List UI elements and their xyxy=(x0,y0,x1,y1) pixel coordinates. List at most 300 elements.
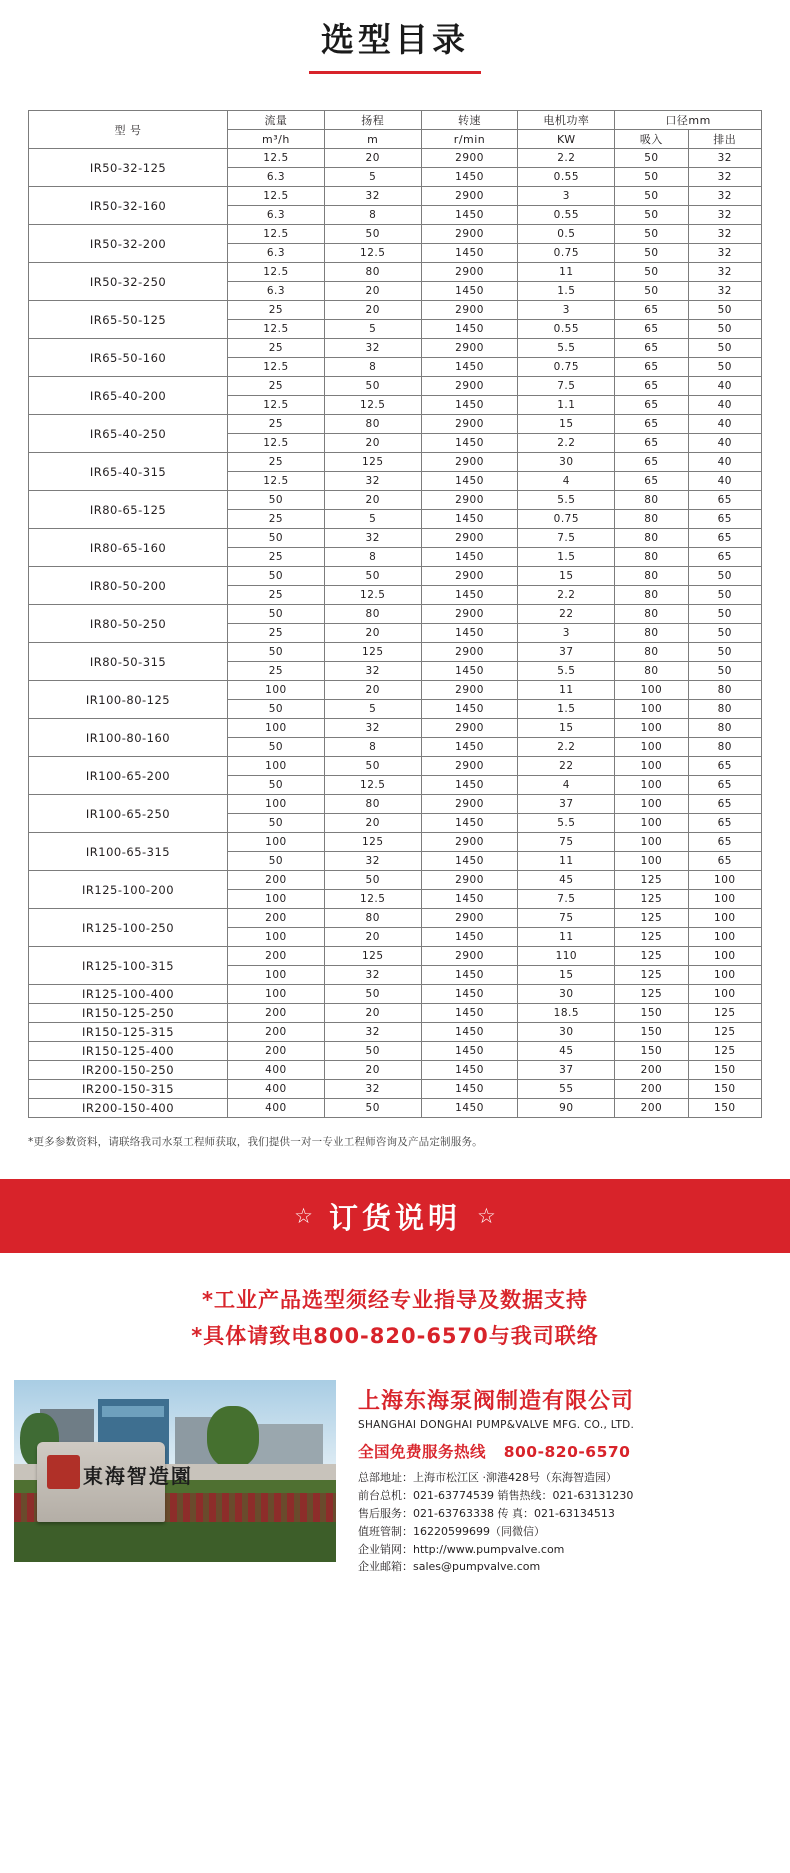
table-cell-outlet: 65 xyxy=(688,833,761,852)
table-row xyxy=(29,491,762,510)
company-emblem-icon xyxy=(47,1455,80,1489)
order-instructions xyxy=(0,1253,790,1380)
table-cell-power: 37 xyxy=(518,1061,615,1080)
table-cell-outlet: 65 xyxy=(688,776,761,795)
table-cell-speed: 2900 xyxy=(421,795,518,814)
table-note: *更多参数资料，请联络我司水泵工程师获取，我们提供一对一专业工程师咨询及产品定制服务。 xyxy=(28,1136,483,1148)
table-cell-model: IR125-100-400 xyxy=(29,985,228,1004)
table-cell-flow: 25 xyxy=(228,339,325,358)
table-cell-head: 20 xyxy=(324,282,421,301)
table-cell-flow: 50 xyxy=(228,700,325,719)
table-row xyxy=(29,643,762,662)
table-row xyxy=(29,1099,762,1118)
table-cell-inlet: 80 xyxy=(615,567,688,586)
table-cell-head: 50 xyxy=(324,567,421,586)
table-row xyxy=(29,263,762,282)
table-cell-outlet: 50 xyxy=(688,301,761,320)
spec-table-body xyxy=(29,149,762,1118)
table-cell-model: IR65-40-315 xyxy=(29,453,228,491)
table-cell-outlet: 50 xyxy=(688,567,761,586)
table-cell-flow: 25 xyxy=(228,510,325,529)
table-cell-outlet: 100 xyxy=(688,909,761,928)
table-cell-outlet: 80 xyxy=(688,681,761,700)
table-row xyxy=(29,605,762,624)
table-cell-outlet: 65 xyxy=(688,491,761,510)
table-cell-flow: 12.5 xyxy=(228,225,325,244)
table-cell-model: IR150-125-315 xyxy=(29,1023,228,1042)
table-cell-power: 22 xyxy=(518,605,615,624)
table-cell-outlet: 40 xyxy=(688,396,761,415)
table-cell-outlet: 80 xyxy=(688,719,761,738)
table-cell-inlet: 150 xyxy=(615,1004,688,1023)
table-cell-inlet: 65 xyxy=(615,339,688,358)
table-cell-outlet: 150 xyxy=(688,1080,761,1099)
table-cell-model: IR80-65-125 xyxy=(29,491,228,529)
table-cell-flow: 25 xyxy=(228,586,325,605)
table-cell-speed: 1450 xyxy=(421,586,518,605)
table-cell-outlet: 50 xyxy=(688,624,761,643)
table-cell-outlet: 50 xyxy=(688,339,761,358)
photo-entrance-stone xyxy=(37,1442,193,1522)
th-unit-inlet: 吸入 xyxy=(615,130,688,149)
table-cell-power: 7.5 xyxy=(518,890,615,909)
table-cell-flow: 100 xyxy=(228,795,325,814)
table-cell-flow: 200 xyxy=(228,909,325,928)
photo-tree-2 xyxy=(207,1406,259,1468)
table-row xyxy=(29,795,762,814)
th-diameter: 口径mm xyxy=(615,111,762,130)
table-cell-inlet: 65 xyxy=(615,396,688,415)
table-cell-head: 20 xyxy=(324,491,421,510)
table-cell-outlet: 32 xyxy=(688,206,761,225)
star-icon-right: ☆ xyxy=(477,1203,496,1228)
page-title-block xyxy=(0,0,790,74)
table-cell-outlet: 50 xyxy=(688,358,761,377)
table-cell-outlet: 100 xyxy=(688,985,761,1004)
table-row xyxy=(29,149,762,168)
table-cell-inlet: 100 xyxy=(615,700,688,719)
table-cell-outlet: 100 xyxy=(688,928,761,947)
table-cell-flow: 100 xyxy=(228,928,325,947)
table-cell-outlet: 80 xyxy=(688,700,761,719)
table-cell-speed: 2900 xyxy=(421,947,518,966)
table-cell-speed: 1450 xyxy=(421,510,518,529)
order-instruction-line-2: *具体请致电800-820-6570与我司联络 xyxy=(191,1323,599,1348)
spec-table-wrapper xyxy=(0,74,790,1118)
table-row xyxy=(29,681,762,700)
table-cell-power: 18.5 xyxy=(518,1004,615,1023)
table-cell-speed: 1450 xyxy=(421,966,518,985)
table-cell-speed: 1450 xyxy=(421,852,518,871)
table-cell-model: IR125-100-200 xyxy=(29,871,228,909)
table-cell-inlet: 65 xyxy=(615,358,688,377)
table-cell-speed: 1450 xyxy=(421,1080,518,1099)
table-cell-inlet: 80 xyxy=(615,491,688,510)
th-head: 扬程 xyxy=(324,111,421,130)
contact-line-6: 企业邮箱：sales@pumpvalve.com xyxy=(358,1560,541,1574)
table-cell-model: IR65-50-125 xyxy=(29,301,228,339)
table-cell-head: 125 xyxy=(324,833,421,852)
table-cell-outlet: 50 xyxy=(688,605,761,624)
table-cell-model: IR200-150-250 xyxy=(29,1061,228,1080)
table-cell-outlet: 32 xyxy=(688,263,761,282)
table-cell-speed: 2900 xyxy=(421,453,518,472)
table-cell-power: 30 xyxy=(518,1023,615,1042)
contact-line-3: 售后服务：021-63763338 传 真：021-63134513 xyxy=(358,1507,615,1520)
spec-table-head xyxy=(29,111,762,149)
table-cell-outlet: 100 xyxy=(688,966,761,985)
table-cell-head: 125 xyxy=(324,643,421,662)
table-cell-flow: 200 xyxy=(228,947,325,966)
table-cell-head: 32 xyxy=(324,187,421,206)
table-cell-speed: 2900 xyxy=(421,225,518,244)
table-cell-power: 75 xyxy=(518,833,615,852)
table-cell-speed: 1450 xyxy=(421,472,518,491)
table-cell-power: 75 xyxy=(518,909,615,928)
table-cell-flow: 50 xyxy=(228,738,325,757)
table-cell-flow: 200 xyxy=(228,1023,325,1042)
table-cell-power: 15 xyxy=(518,567,615,586)
table-cell-head: 50 xyxy=(324,377,421,396)
table-cell-flow: 50 xyxy=(228,814,325,833)
table-cell-inlet: 100 xyxy=(615,757,688,776)
table-row xyxy=(29,719,762,738)
table-cell-model: IR150-125-250 xyxy=(29,1004,228,1023)
table-cell-outlet: 65 xyxy=(688,814,761,833)
table-cell-outlet: 100 xyxy=(688,871,761,890)
table-cell-head: 12.5 xyxy=(324,396,421,415)
table-cell-speed: 1450 xyxy=(421,1023,518,1042)
table-cell-flow: 12.5 xyxy=(228,396,325,415)
spec-table xyxy=(28,110,762,1118)
contact-line-2: 前台总机：021-63774539 销售热线：021-63131230 xyxy=(358,1489,634,1503)
table-cell-inlet: 125 xyxy=(615,985,688,1004)
table-cell-inlet: 50 xyxy=(615,244,688,263)
table-cell-head: 125 xyxy=(324,947,421,966)
table-cell-inlet: 80 xyxy=(615,529,688,548)
table-cell-flow: 12.5 xyxy=(228,358,325,377)
table-cell-model: IR50-32-250 xyxy=(29,263,228,301)
table-cell-speed: 2900 xyxy=(421,681,518,700)
table-cell-speed: 1450 xyxy=(421,1004,518,1023)
table-cell-outlet: 65 xyxy=(688,852,761,871)
table-cell-inlet: 125 xyxy=(615,909,688,928)
th-unit-flow: m³/h xyxy=(228,130,325,149)
table-cell-inlet: 100 xyxy=(615,833,688,852)
table-cell-flow: 200 xyxy=(228,871,325,890)
table-cell-speed: 1450 xyxy=(421,928,518,947)
table-cell-model: IR100-65-315 xyxy=(29,833,228,871)
table-cell-power: 5.5 xyxy=(518,491,615,510)
table-cell-inlet: 100 xyxy=(615,719,688,738)
table-cell-inlet: 80 xyxy=(615,510,688,529)
table-cell-power: 11 xyxy=(518,263,615,282)
table-cell-head: 80 xyxy=(324,909,421,928)
table-cell-model: IR50-32-200 xyxy=(29,225,228,263)
table-cell-outlet: 50 xyxy=(688,320,761,339)
th-flow: 流量 xyxy=(228,111,325,130)
contact-line-5: 企业销网：http://www.pumpvalve.com xyxy=(358,1542,565,1556)
table-cell-speed: 1450 xyxy=(421,776,518,795)
table-cell-flow: 6.3 xyxy=(228,282,325,301)
table-cell-head: 50 xyxy=(324,871,421,890)
table-cell-head: 32 xyxy=(324,472,421,491)
table-cell-power: 3 xyxy=(518,624,615,643)
table-cell-model: IR100-80-160 xyxy=(29,719,228,757)
table-cell-flow: 100 xyxy=(228,757,325,776)
th-unit-power: KW xyxy=(518,130,615,149)
table-cell-outlet: 32 xyxy=(688,149,761,168)
table-cell-power: 0.5 xyxy=(518,225,615,244)
table-cell-power: 37 xyxy=(518,795,615,814)
table-cell-flow: 100 xyxy=(228,833,325,852)
table-cell-head: 32 xyxy=(324,966,421,985)
table-cell-model: IR50-32-125 xyxy=(29,149,228,187)
footer xyxy=(0,1380,790,1600)
table-cell-speed: 2900 xyxy=(421,339,518,358)
table-cell-speed: 2900 xyxy=(421,833,518,852)
table-cell-speed: 1450 xyxy=(421,1061,518,1080)
table-cell-head: 32 xyxy=(324,852,421,871)
table-cell-power: 0.75 xyxy=(518,244,615,263)
table-cell-flow: 12.5 xyxy=(228,472,325,491)
table-cell-speed: 1450 xyxy=(421,1042,518,1061)
table-cell-inlet: 65 xyxy=(615,453,688,472)
table-cell-flow: 12.5 xyxy=(228,320,325,339)
table-cell-power: 2.2 xyxy=(518,586,615,605)
table-row xyxy=(29,339,762,358)
table-cell-head: 32 xyxy=(324,719,421,738)
table-row xyxy=(29,757,762,776)
table-cell-inlet: 50 xyxy=(615,149,688,168)
table-cell-power: 11 xyxy=(518,928,615,947)
table-row xyxy=(29,225,762,244)
table-cell-head: 20 xyxy=(324,1004,421,1023)
table-cell-outlet: 65 xyxy=(688,757,761,776)
table-cell-power: 37 xyxy=(518,643,615,662)
table-row xyxy=(29,871,762,890)
table-cell-inlet: 50 xyxy=(615,263,688,282)
page-title: 选型目录 xyxy=(321,20,469,59)
table-cell-power: 0.55 xyxy=(518,320,615,339)
table-cell-flow: 400 xyxy=(228,1080,325,1099)
table-cell-inlet: 50 xyxy=(615,187,688,206)
photo-stone-text: 東海智造園 xyxy=(82,1463,193,1488)
table-cell-inlet: 125 xyxy=(615,966,688,985)
table-cell-inlet: 65 xyxy=(615,301,688,320)
table-cell-inlet: 65 xyxy=(615,415,688,434)
table-cell-outlet: 65 xyxy=(688,548,761,567)
table-cell-flow: 12.5 xyxy=(228,187,325,206)
table-cell-outlet: 32 xyxy=(688,168,761,187)
th-speed: 转速 xyxy=(421,111,518,130)
table-cell-flow: 25 xyxy=(228,415,325,434)
table-cell-power: 15 xyxy=(518,415,615,434)
table-cell-power: 2.2 xyxy=(518,434,615,453)
table-cell-inlet: 200 xyxy=(615,1061,688,1080)
hotline-number[interactable]: 800-820-6570 xyxy=(503,1443,631,1462)
table-cell-head: 125 xyxy=(324,453,421,472)
table-cell-model: IR200-150-315 xyxy=(29,1080,228,1099)
company-info xyxy=(336,1380,634,1576)
table-cell-flow: 400 xyxy=(228,1061,325,1080)
table-cell-flow: 100 xyxy=(228,719,325,738)
table-cell-inlet: 100 xyxy=(615,776,688,795)
table-cell-power: 11 xyxy=(518,681,615,700)
table-cell-outlet: 50 xyxy=(688,662,761,681)
table-cell-head: 50 xyxy=(324,757,421,776)
company-hotline xyxy=(358,1440,634,1462)
table-cell-model: IR125-100-315 xyxy=(29,947,228,985)
table-cell-head: 32 xyxy=(324,1080,421,1099)
table-cell-speed: 1450 xyxy=(421,738,518,757)
table-cell-inlet: 150 xyxy=(615,1042,688,1061)
table-cell-inlet: 50 xyxy=(615,168,688,187)
table-cell-inlet: 50 xyxy=(615,282,688,301)
table-cell-head: 20 xyxy=(324,434,421,453)
table-cell-head: 8 xyxy=(324,358,421,377)
table-cell-flow: 50 xyxy=(228,605,325,624)
order-banner-inner xyxy=(294,1196,496,1237)
table-cell-model: IR100-65-250 xyxy=(29,795,228,833)
table-cell-head: 20 xyxy=(324,1061,421,1080)
table-cell-speed: 2900 xyxy=(421,377,518,396)
table-cell-flow: 12.5 xyxy=(228,434,325,453)
table-cell-power: 2.2 xyxy=(518,738,615,757)
contact-line-4: 值班管制：16220599699（同微信） xyxy=(358,1524,545,1538)
table-cell-flow: 25 xyxy=(228,377,325,396)
table-cell-flow: 200 xyxy=(228,1004,325,1023)
table-cell-inlet: 65 xyxy=(615,434,688,453)
table-row xyxy=(29,415,762,434)
table-cell-power: 1.5 xyxy=(518,282,615,301)
table-cell-head: 20 xyxy=(324,149,421,168)
table-cell-model: IR100-65-200 xyxy=(29,757,228,795)
table-cell-flow: 25 xyxy=(228,548,325,567)
table-row xyxy=(29,833,762,852)
table-cell-power: 5.5 xyxy=(518,662,615,681)
table-row xyxy=(29,187,762,206)
table-cell-flow: 50 xyxy=(228,852,325,871)
table-cell-flow: 100 xyxy=(228,681,325,700)
table-cell-outlet: 32 xyxy=(688,225,761,244)
table-cell-head: 8 xyxy=(324,738,421,757)
table-cell-model: IR200-150-400 xyxy=(29,1099,228,1118)
table-cell-speed: 1450 xyxy=(421,662,518,681)
table-cell-power: 3 xyxy=(518,301,615,320)
table-cell-model: IR80-65-160 xyxy=(29,529,228,567)
table-cell-speed: 2900 xyxy=(421,605,518,624)
table-cell-flow: 12.5 xyxy=(228,149,325,168)
table-cell-speed: 2900 xyxy=(421,909,518,928)
table-cell-speed: 1450 xyxy=(421,1099,518,1118)
table-cell-speed: 1450 xyxy=(421,358,518,377)
table-cell-speed: 2900 xyxy=(421,529,518,548)
table-cell-model: IR125-100-250 xyxy=(29,909,228,947)
table-cell-model: IR50-32-160 xyxy=(29,187,228,225)
th-model: 型 号 xyxy=(29,111,228,149)
table-cell-inlet: 200 xyxy=(615,1099,688,1118)
table-cell-power: 2.2 xyxy=(518,149,615,168)
table-cell-head: 80 xyxy=(324,263,421,282)
table-cell-power: 3 xyxy=(518,187,615,206)
table-cell-speed: 2900 xyxy=(421,301,518,320)
table-cell-inlet: 100 xyxy=(615,795,688,814)
table-cell-head: 50 xyxy=(324,1099,421,1118)
header-row-names xyxy=(29,111,762,130)
table-cell-speed: 2900 xyxy=(421,491,518,510)
table-cell-flow: 12.5 xyxy=(228,263,325,282)
table-cell-flow: 25 xyxy=(228,662,325,681)
table-cell-head: 50 xyxy=(324,1042,421,1061)
table-cell-head: 20 xyxy=(324,301,421,320)
table-cell-outlet: 65 xyxy=(688,529,761,548)
table-cell-speed: 2900 xyxy=(421,871,518,890)
table-cell-inlet: 100 xyxy=(615,681,688,700)
table-cell-power: 1.5 xyxy=(518,700,615,719)
table-cell-head: 8 xyxy=(324,206,421,225)
th-unit-speed: r/min xyxy=(421,130,518,149)
table-cell-power: 11 xyxy=(518,852,615,871)
table-cell-flow: 6.3 xyxy=(228,244,325,263)
table-cell-speed: 2900 xyxy=(421,187,518,206)
table-cell-model: IR80-50-200 xyxy=(29,567,228,605)
table-cell-power: 5.5 xyxy=(518,814,615,833)
table-cell-speed: 2900 xyxy=(421,643,518,662)
star-icon-left: ☆ xyxy=(294,1203,313,1228)
photo-hedge xyxy=(14,1522,336,1562)
table-cell-inlet: 125 xyxy=(615,928,688,947)
table-cell-head: 20 xyxy=(324,928,421,947)
table-cell-inlet: 65 xyxy=(615,320,688,339)
table-cell-power: 45 xyxy=(518,871,615,890)
table-cell-speed: 1450 xyxy=(421,434,518,453)
table-cell-inlet: 80 xyxy=(615,586,688,605)
table-cell-head: 32 xyxy=(324,339,421,358)
table-cell-outlet: 100 xyxy=(688,947,761,966)
table-cell-flow: 400 xyxy=(228,1099,325,1118)
table-cell-flow: 6.3 xyxy=(228,206,325,225)
table-cell-flow: 50 xyxy=(228,529,325,548)
table-cell-flow: 50 xyxy=(228,567,325,586)
order-instruction-line-1: *工业产品选型须经专业指导及数据支持 xyxy=(202,1288,588,1312)
table-cell-power: 30 xyxy=(518,985,615,1004)
table-cell-power: 15 xyxy=(518,966,615,985)
table-row xyxy=(29,377,762,396)
table-cell-head: 12.5 xyxy=(324,776,421,795)
table-cell-speed: 1450 xyxy=(421,985,518,1004)
table-cell-flow: 100 xyxy=(228,890,325,909)
table-cell-power: 0.75 xyxy=(518,510,615,529)
table-cell-outlet: 100 xyxy=(688,890,761,909)
table-cell-flow: 50 xyxy=(228,491,325,510)
table-cell-head: 32 xyxy=(324,529,421,548)
table-cell-model: IR65-40-200 xyxy=(29,377,228,415)
table-cell-outlet: 125 xyxy=(688,1042,761,1061)
table-cell-power: 55 xyxy=(518,1080,615,1099)
table-cell-outlet: 40 xyxy=(688,377,761,396)
table-cell-power: 7.5 xyxy=(518,377,615,396)
table-cell-inlet: 200 xyxy=(615,1080,688,1099)
table-cell-speed: 1450 xyxy=(421,700,518,719)
table-cell-model: IR80-50-250 xyxy=(29,605,228,643)
table-cell-speed: 2900 xyxy=(421,415,518,434)
table-cell-power: 7.5 xyxy=(518,529,615,548)
table-cell-head: 20 xyxy=(324,624,421,643)
table-cell-inlet: 125 xyxy=(615,947,688,966)
table-cell-power: 90 xyxy=(518,1099,615,1118)
company-name-cn: 上海东海泵阀制造有限公司 xyxy=(358,1389,635,1415)
